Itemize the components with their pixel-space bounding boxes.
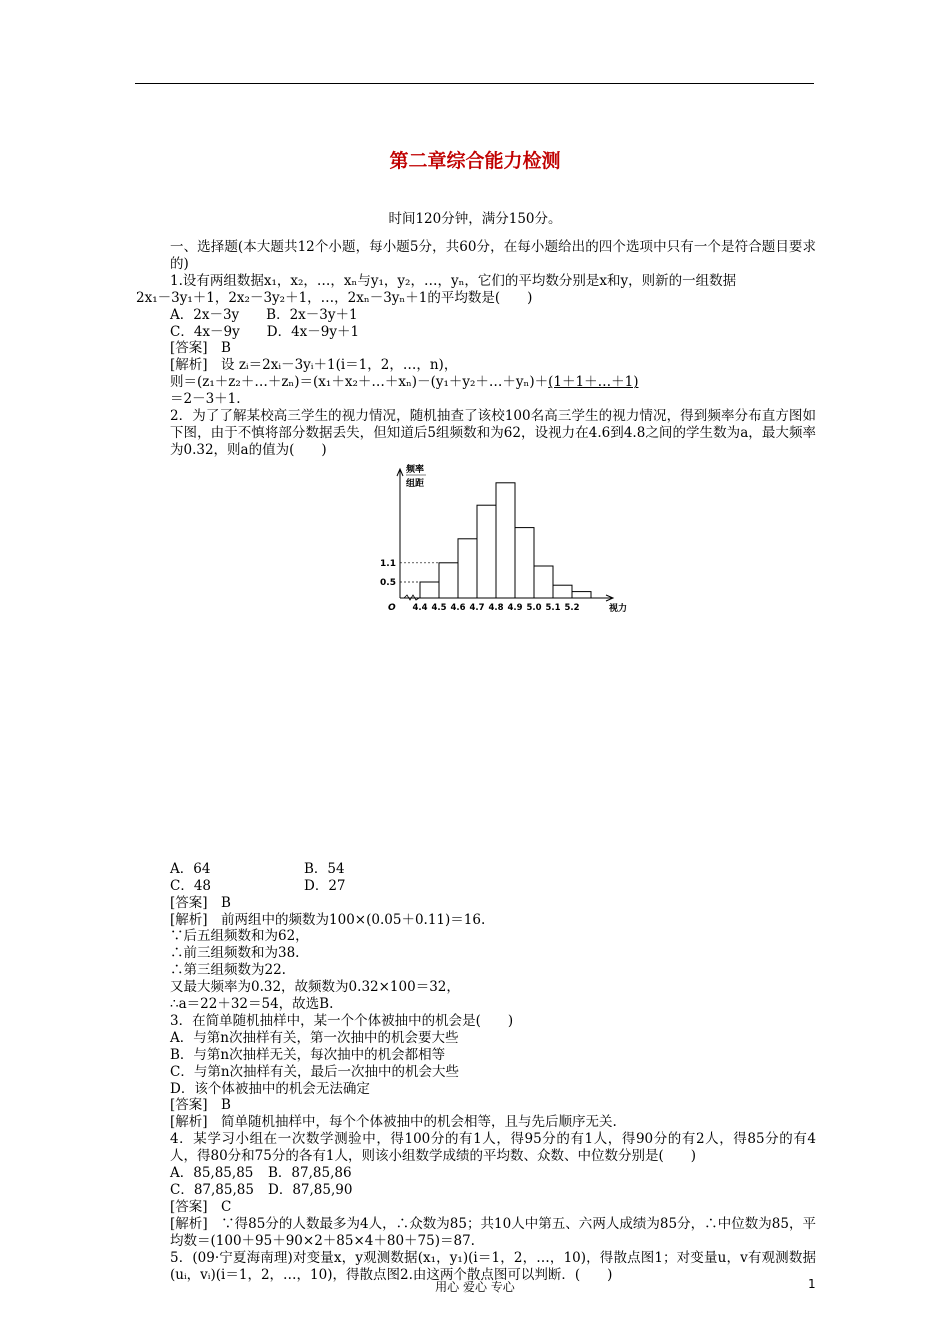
x-tick-label: 4.5 (431, 602, 447, 613)
histogram-bar (553, 585, 572, 598)
histogram-bar (515, 527, 534, 597)
q2-stem: 2．为了了解某校高三学生的视力情况，随机抽查了该校100名高三学生的视力情况，得到频率分布直方图如下图，由于不慎将部分数据丢失，但知道后5组频数和为62，设视力在4.6到4.8之间的学生数为a，最大频率为0.32，则a的值为( ) (170, 408, 816, 458)
q4-option-b: B．87,85,86 (268, 1165, 352, 1182)
q2-expl-1: [解析] 前两组中的频数为100×(0.05＋0.11)＝16. (170, 911, 486, 928)
histogram-bar (534, 566, 553, 598)
q3-explanation: [解析] 简单随机抽样中，每个个体被抽中的机会相等，且与先后顺序无关. (170, 1114, 617, 1131)
q2-option-b: B．54 (304, 860, 345, 877)
histogram-bar (458, 539, 477, 598)
q2-expl-5: 又最大频率为0.32，故频数为0.32×100＝32， (170, 979, 460, 996)
histogram-figure (136, 459, 816, 861)
q2-expl-2: ∵后五组频数和为62， (170, 928, 309, 945)
q2-expl-4: ∴第三组频数为22. (170, 962, 286, 979)
q1-options-ab: A．2x－3y B．2x－3y＋1 (170, 306, 358, 323)
histogram-chart (372, 461, 752, 621)
q1-answer: [答案] B (170, 340, 231, 357)
x-tick-label: 5.1 (545, 602, 561, 613)
q1-explanation-line1: [解析] 设 zᵢ＝2xᵢ－3yᵢ＋1(i＝1，2，…，n)， (170, 357, 458, 374)
origin-label: O (388, 602, 396, 613)
q1-stem-line2: 2x₁－3y₁＋1，2x₂－3y₂＋1，…，2xₙ－3yₙ＋1的平均数是( ) (136, 289, 533, 306)
page-footer: 用心 爱心 专心 (435, 1280, 515, 1294)
x-tick-label: 4.8 (488, 602, 504, 613)
x-tick-label: 4.7 (469, 602, 485, 613)
q1-expl-part: 则＝(z₁＋z₂＋…＋zₙ)＝(x₁＋x₂＋…＋xₙ)－(y₁＋y₂＋…＋yₙ)＋ (170, 374, 549, 391)
q1-stem-line1: 1.设有两组数据x₁，x₂，…，xₙ与y₁，y₂，…，yₙ，它们的平均数分别是x和y，则新的一组数据 (170, 272, 737, 289)
q4-options-cd (136, 1182, 816, 1199)
histogram-bar (439, 563, 458, 598)
y-axis-label-top: 频率 (406, 464, 425, 475)
q1-expl-underlined: (1＋1＋…＋1) (548, 374, 639, 391)
q2-option-d: D．27 (304, 877, 346, 894)
q4-answer: [答案] C (170, 1198, 232, 1215)
y-tick-label: 1.1 (380, 558, 396, 569)
x-tick-label: 5.0 (526, 602, 542, 613)
q2-expl-3: ∴前三组频数和为38. (170, 945, 300, 962)
section-heading: 一、选择题(本大题共12个小题，每小题5分，共60分，在每小题给出的四个选项中只有一个是符合题目要求的) (170, 239, 816, 272)
page-number: 1 (808, 1277, 816, 1291)
q2-option-c: C．48 (170, 877, 212, 894)
q4-option-c: C．87,85,85 (170, 1182, 254, 1198)
q3-option-a: A．与第n次抽样有关，第一次抽中的机会要大些 (170, 1029, 459, 1046)
q4-option-d: D．87,85,90 (268, 1182, 353, 1198)
q2-options-cd (136, 878, 816, 895)
q3-option-c: C．与第n次抽样有关，最后一次抽中的机会大些 (170, 1063, 460, 1080)
document-body (136, 239, 816, 1283)
x-axis-label: 视力 (609, 603, 628, 614)
q3-stem: 3．在简单随机抽样中，某一个个体被抽中的机会是( ) (170, 1012, 514, 1029)
q4-options-ab (136, 1165, 816, 1182)
q4-option-a: A．85,85,85 (170, 1165, 254, 1182)
histogram-bar (496, 483, 515, 598)
q3-option-d: D．该个体被抽中的机会无法确定 (170, 1080, 370, 1097)
histogram-bar (420, 582, 439, 598)
x-tick-label: 4.4 (412, 602, 428, 613)
histogram-bar (572, 591, 591, 597)
histogram-bar (477, 505, 496, 598)
y-axis-label-bottom: 组距 (406, 478, 425, 489)
q2-options-ab (136, 861, 816, 878)
q4-explanation: [解析] ∵得85分的人数最多为4人，∴众数为85；共10人中第五、六两人成绩为85分，∴中位数为85，平均数＝(100＋95＋90×2＋85×4＋80＋75)＝87. (170, 1215, 816, 1249)
y-tick-label: 0.5 (380, 577, 396, 588)
x-tick-label: 4.9 (507, 602, 523, 613)
q1-options-cd: C．4x－9y D．4x－9y＋1 (170, 323, 360, 340)
q2-option-a: A．64 (170, 860, 211, 877)
q1-explanation-line2 (136, 374, 816, 391)
x-tick-label: 5.2 (564, 602, 580, 613)
header-rule (135, 83, 814, 84)
q2-expl-6: ∴a＝22＋32＝54，故选B. (170, 996, 334, 1013)
page-title: 第二章综合能力检测 (389, 150, 561, 172)
page-subtitle: 时间120分钟，满分150分。 (388, 211, 562, 227)
q1-explanation-line3: ＝2－3＋1. (170, 391, 241, 408)
q4-stem: 4．某学习小组在一次数学测验中，得100分的有1人，得95分的有1人，得90分的有2人，得85分的有4人，得80分和75分的各有1人，则该小组数学成绩的平均数、众数、中位数分别是( ) (170, 1131, 816, 1165)
q3-answer: [答案] B (170, 1097, 231, 1114)
q5-stem: 5．(09·宁夏海南理)对变量x，y观测数据(x₁，y₁)(i＝1，2，…，10)，得散点图1；对变量u，v有观测数据(uᵢ，vᵢ)(i＝1，2，…，10)，得散点图2.由这两个散点图可以判断．( ) (170, 1249, 816, 1283)
x-tick-label: 4.6 (450, 602, 466, 613)
q3-option-b: B．与第n次抽样无关，每次抽中的机会都相等 (170, 1046, 446, 1063)
q2-answer: [答案] B (170, 894, 231, 911)
